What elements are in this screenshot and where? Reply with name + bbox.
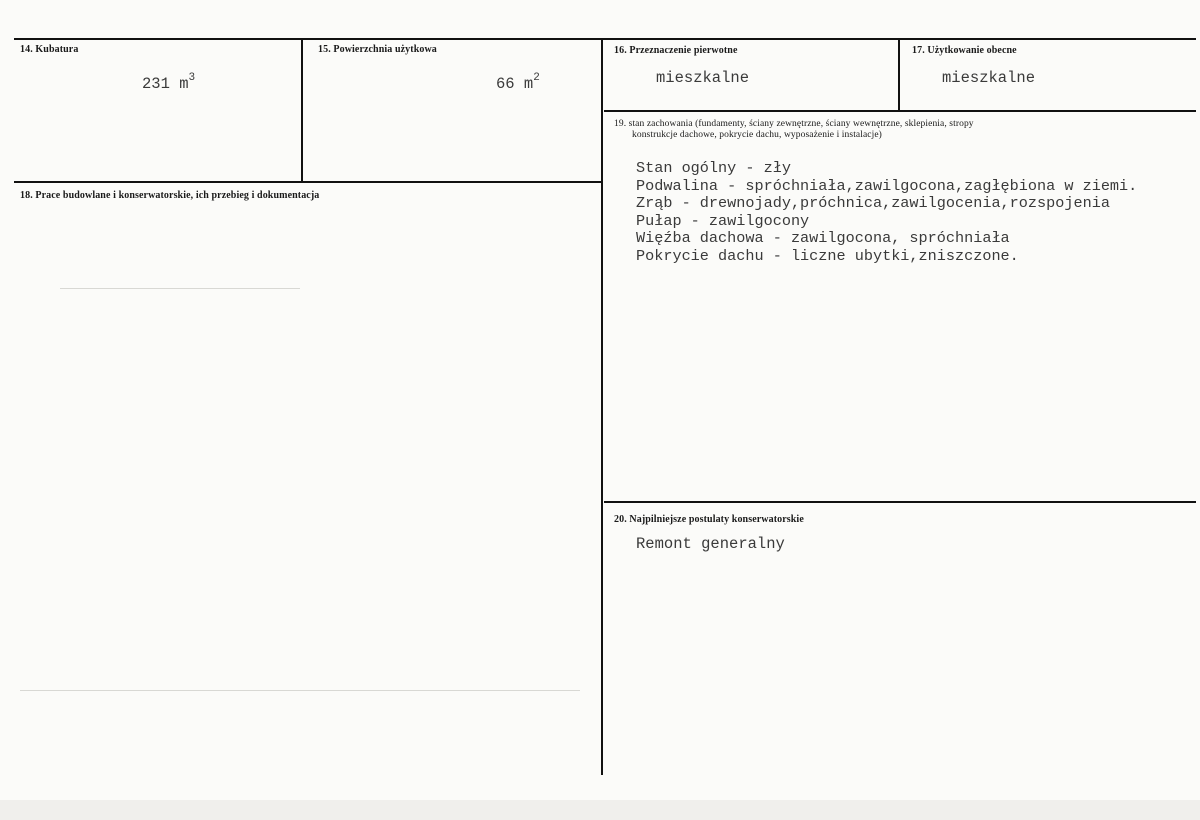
field-14-value: [142, 70, 195, 93]
top-rule-left: [14, 38, 604, 40]
field-19-condition-list: [636, 160, 1137, 265]
field-20-value: Remont generalny: [636, 535, 785, 553]
condition-line: Zrąb - drewnojady,próchnica,zawilgocenia,rozspojenia: [636, 194, 1110, 212]
condition-line: Pokrycie dachu - liczne ubytki,zniszczone.: [636, 246, 1019, 265]
field-14-exponent: 3: [188, 72, 196, 84]
center-divider: [601, 38, 603, 775]
condition-line: Podwalina - spróchniała,zawilgocona,zagłębiona w ziemi.: [636, 176, 1138, 195]
field-19-label-line2: konstrukcje dachowe, pokrycie dachu, wyposażenie i instalacje): [632, 130, 882, 140]
paper-mark: [20, 690, 580, 691]
field-14-value-text: 231 m: [142, 75, 189, 93]
field-15-exponent: 2: [533, 72, 540, 84]
field-16-value: mieszkalne: [656, 69, 750, 87]
field-15-label: 15. Powierzchnia użytkowa: [318, 44, 437, 55]
condition-line: Więźba dachowa - zawilgocona, spróchniała: [636, 229, 1010, 247]
condition-line: Stan ogólny - zły: [636, 159, 791, 177]
field-14-label: 14. Kubatura: [20, 44, 79, 55]
field-15-value-text: 66 m: [496, 75, 534, 93]
condition-line: Pułap - zawilgocony: [636, 211, 810, 230]
divider-16-17: [898, 38, 900, 110]
field-17-value: mieszkalne: [942, 69, 1036, 87]
top-rule-right: [604, 38, 1196, 40]
field-19-label-line1: 19. stan zachowania (fundamenty, ściany zewnętrzne, ściany wewnętrzne, sklepienia, stropy: [614, 119, 974, 129]
rule-under-16-17: [604, 110, 1196, 112]
paper-mark: [60, 288, 300, 289]
field-16-label: 16. Przeznaczenie pierwotne: [614, 45, 738, 56]
field-20-label: 20. Najpilniejsze postulaty konserwatorskie: [614, 514, 804, 525]
field-17-label: 17. Użytkowanie obecne: [912, 45, 1017, 56]
field-18-label: 18. Prace budowlane i konserwatorskie, ich przebieg i dokumentacja: [20, 190, 320, 201]
rule-above-20: [604, 501, 1196, 503]
divider-14-15: [301, 38, 303, 181]
paper-bottom-edge: [0, 800, 1200, 820]
field-15-value: [496, 70, 540, 93]
rule-under-14-15: [14, 181, 602, 183]
